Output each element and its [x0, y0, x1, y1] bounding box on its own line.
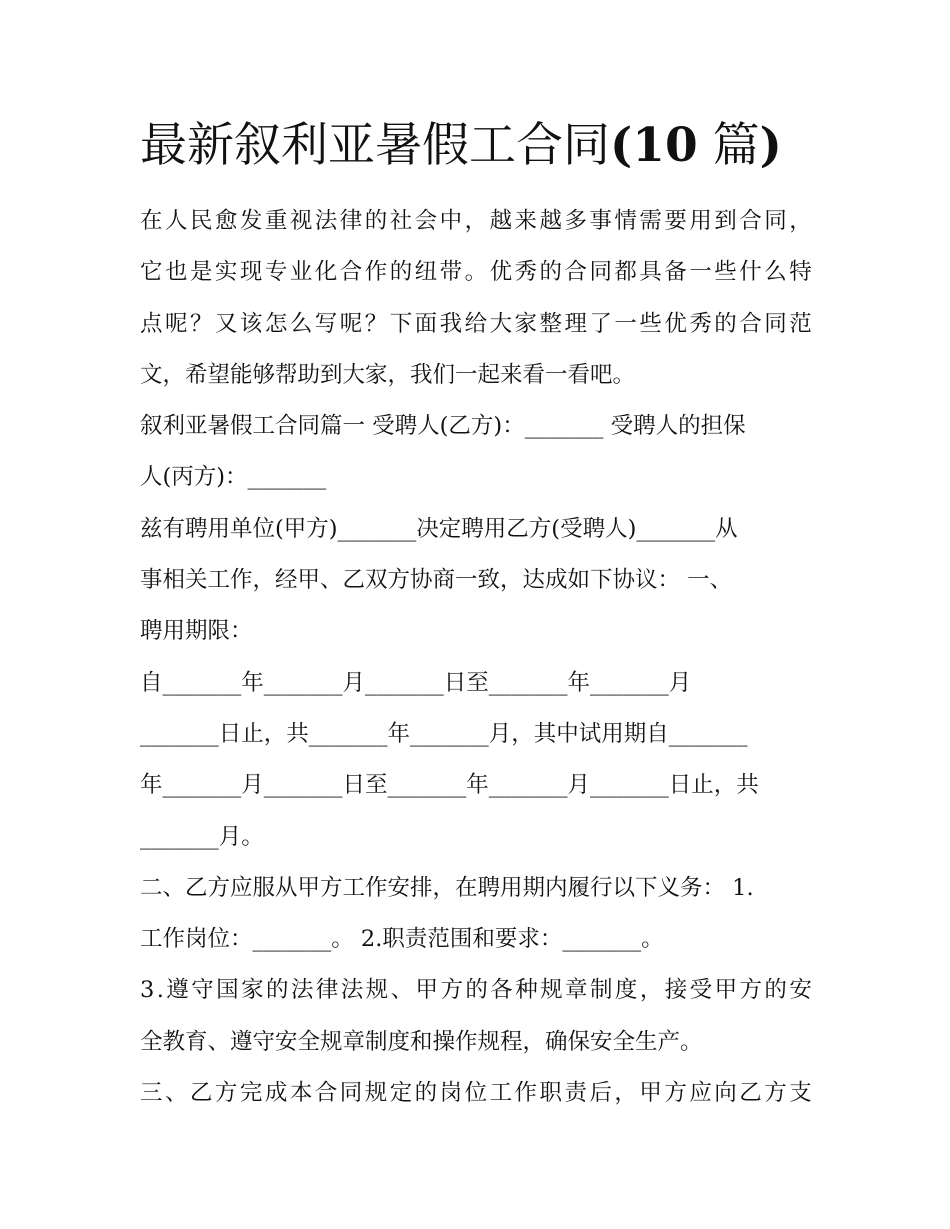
body-line: 它 也 是 实 现 专 业 化 合 作 的 纽 带 。 优 秀 的 合 同 都 具 备 一 些 什 么 特	[140, 259, 812, 286]
document-title: 最新叙利亚暑假工合同(10 篇)	[140, 118, 782, 173]
document-body	[140, 196, 812, 1119]
body-line: 年_______月_______日至_______年_______月_______日止，共	[140, 772, 759, 799]
body-line: _______月。	[140, 823, 264, 850]
body-line: 3 . 遵 守 国 家 的 法 律 法 规 、 甲 方 的 各 种 规 章 制 度 ， 接 受 甲 方 的 安	[140, 977, 812, 1004]
body-line: _______日止，共_______年_______月，其中试用期自_______	[140, 720, 748, 747]
body-line: 自_______年_______月_______日至_______年_______月	[140, 669, 692, 696]
body-line: 聘用期限：	[140, 618, 253, 645]
body-line: 点 呢 ？ 又 该 怎 么 写 呢 ？ 下 面 我 给 大 家 整 理 了 一 些 优 秀 的 合 同 范	[140, 310, 812, 337]
body-line: 叙利亚暑假工合同篇一 受聘人(乙方)：_______ 受聘人的担保	[140, 413, 746, 440]
body-line: 事相关工作，经甲、乙双方协商一致，达成如下协议： 一、	[140, 567, 733, 594]
body-line: 文，希望能够帮助到大家，我们一起来看一看吧。	[140, 361, 636, 388]
body-line: 人(丙方)：_______	[140, 464, 327, 491]
body-line: 二、乙方应服从甲方工作安排，在聘用期内履行以下义务： 1.	[140, 874, 754, 901]
body-line: 工作岗位：_______。 2.职责范围和要求：_______。	[140, 926, 664, 953]
body-line: 全教育、遵守安全规章制度和操作规程，确保安全生产。	[140, 1028, 703, 1055]
body-line: 兹有聘用单位(甲方)_______决定聘用乙方(受聘人)_______从	[140, 515, 738, 542]
body-line: 在 人 民 愈 发 重 视 法 律 的 社 会 中 ， 越 来 越 多 事 情 需 要 用 到 合 同 ，	[140, 208, 812, 234]
body-line: 三 、 乙 方 完 成 本 合 同 规 定 的 岗 位 工 作 职 责 后 ， 甲 方 应 向 乙 方 支	[140, 1080, 812, 1107]
